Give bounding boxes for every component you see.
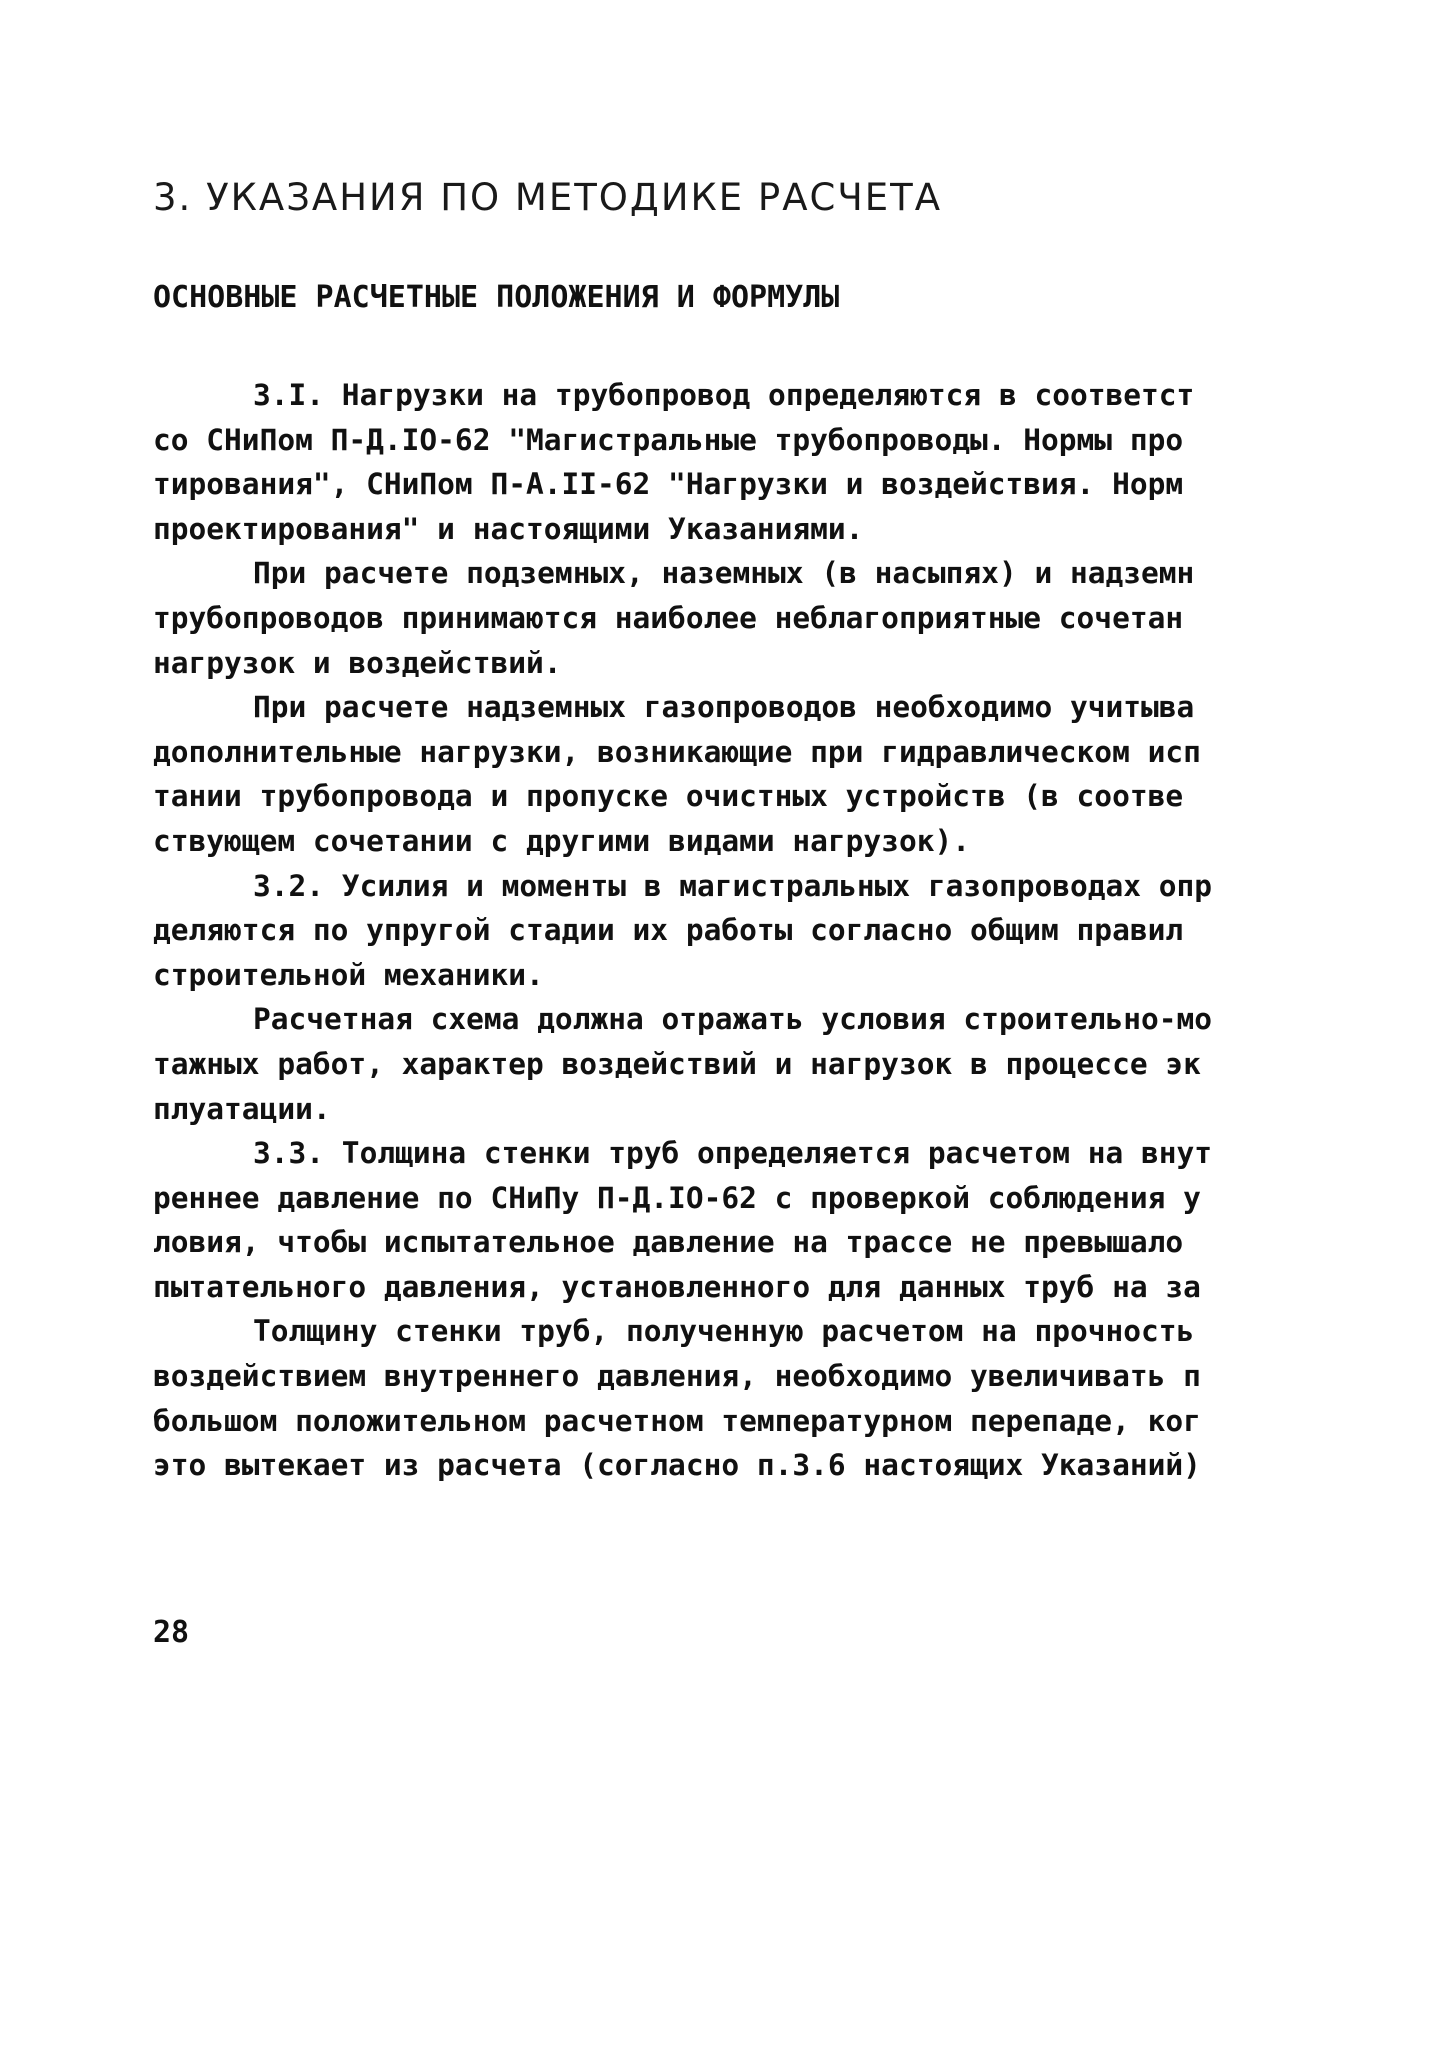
page-number: 28	[153, 1615, 190, 1650]
paragraph-3-2-line: строительной механики.	[153, 957, 544, 992]
paragraph-aboveground-line: При расчете надземных газопроводов необходимо учитыва	[253, 690, 1195, 725]
paragraph-aboveground-line: ствующем сочетании с другими видами нагрузок).	[153, 823, 970, 858]
paragraph-underground-line: При расчете подземных, наземных (в насыпях) и надземн	[253, 556, 1195, 591]
subheading: ОСНОВНЫЕ РАСЧЕТНЫЕ ПОЛОЖЕНИЯ И ФОРМУЛЫ	[153, 280, 840, 315]
paragraph-3-3-line: ловия, чтобы испытательное давление на трассе не превышало	[153, 1225, 1184, 1260]
paragraph-wall-thickness-line: воздействием внутреннего давления, необходимо увеличивать п	[153, 1359, 1201, 1394]
section-title: 3. УКАЗАНИЯ ПО МЕТОДИКЕ РАСЧЕТА	[153, 176, 943, 219]
paragraph-3-2-line: 3.2. Усилия и моменты в магистральных газопроводах опр	[253, 868, 1213, 903]
paragraph-underground-line: нагрузок и воздействий.	[153, 645, 562, 680]
paragraph-aboveground-line: дополнительные нагрузки, возникающие при гидравлическом исп	[153, 734, 1201, 769]
paragraph-wall-thickness-line: это вытекает из расчета (согласно п.3.6 настоящих Указаний)	[153, 1448, 1201, 1483]
paragraph-wall-thickness-line: большом положительном расчетном температурном перепаде, ког	[153, 1403, 1201, 1438]
paragraph-scheme-line: тажных работ, характер воздействий и нагрузок в процессе эк	[153, 1046, 1201, 1081]
paragraph-aboveground-line: тании трубопровода и пропуске очистных устройств (в соотве	[153, 779, 1184, 814]
paragraph-3-2-line: деляются по упругой стадии их работы согласно общим правил	[153, 913, 1184, 948]
paragraph-3-1-line: проектирования" и настоящими Указаниями.	[153, 511, 864, 546]
paragraph-scheme-line: плуатации.	[153, 1091, 331, 1126]
paragraph-3-1-line: со СНиПом П-Д.IO-62 "Магистральные трубопроводы. Нормы про	[153, 422, 1184, 457]
body-text	[153, 373, 1443, 1488]
paragraph-3-3-line: 3.3. Толщина стенки труб определяется расчетом на внут	[253, 1136, 1213, 1171]
paragraph-3-1-line: 3.I. Нагрузки на трубопровод определяются в соответст	[253, 378, 1195, 412]
paragraph-scheme-line: Расчетная схема должна отражать условия строительно-мо	[253, 1002, 1213, 1037]
paragraph-3-1-line: тирования", СНиПом П-А.II-62 "Нагрузки и воздействия. Норм	[153, 467, 1184, 502]
paragraph-underground-line: трубопроводов принимаются наиболее неблагоприятные сочетан	[153, 600, 1184, 635]
paragraph-3-3-line: реннее давление по СНиПу П-Д.IO-62 с проверкой соблюдения у	[153, 1180, 1201, 1215]
paragraph-3-3-line: пытательного давления, установленного для данных труб на за	[153, 1269, 1201, 1304]
paragraph-wall-thickness-line: Толщину стенки труб, полученную расчетом на прочность	[253, 1314, 1195, 1349]
